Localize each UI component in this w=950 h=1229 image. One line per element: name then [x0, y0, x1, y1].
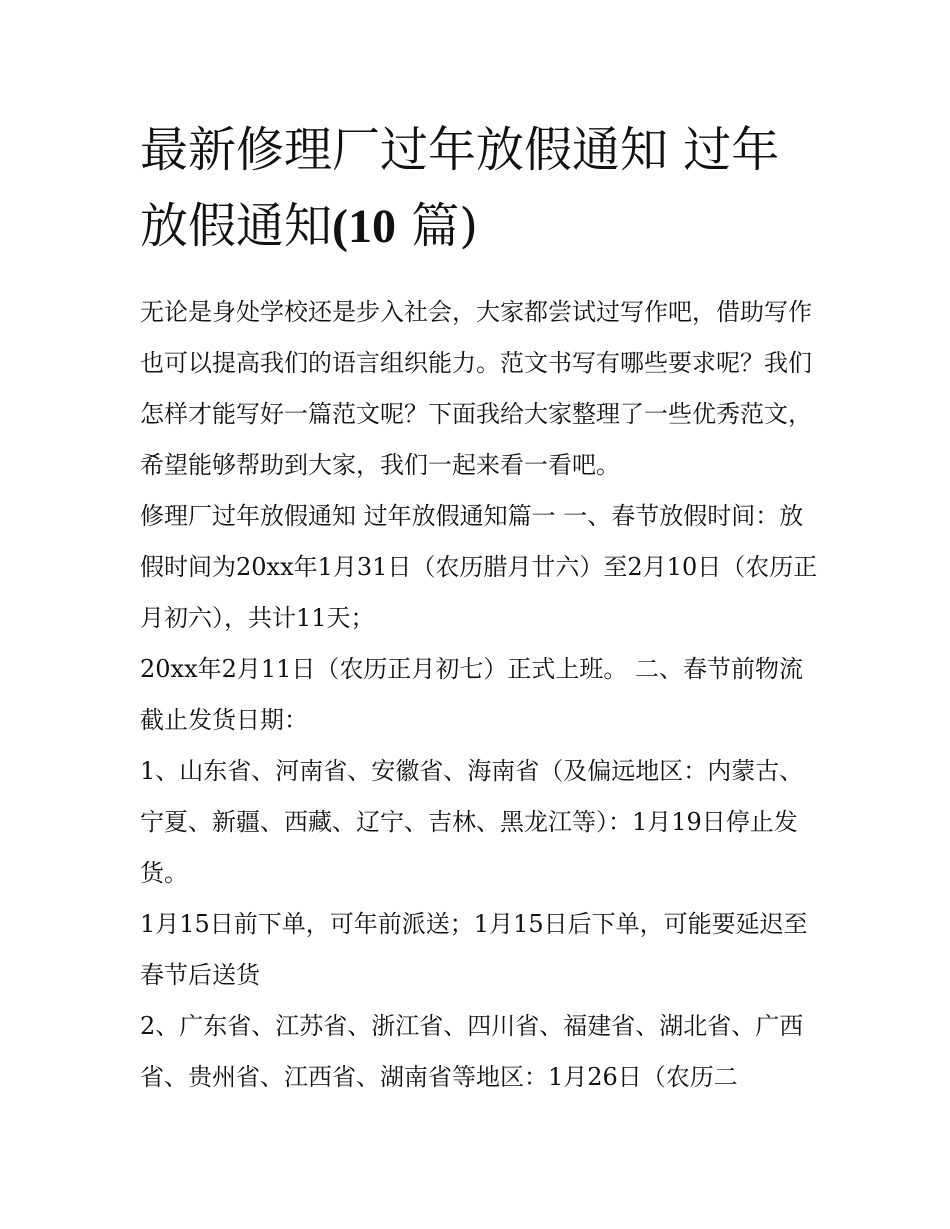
title-suffix: 篇): [396, 198, 478, 254]
paragraph-order-deadline: 1月15日前下单，可年前派送；1月15日后下单，可能要延迟至春节后送货: [140, 910, 808, 989]
title-text: 最新修理厂过年放假通知 过年放假通知: [140, 122, 780, 254]
paragraph-region-2: 2、广东省、江苏省、浙江省、四川省、福建省、湖北省、广西省、贵州省、江西省、湖南省等地区：1月26日（农历二: [140, 1012, 804, 1091]
title-count: (10: [332, 200, 396, 253]
document-content: [140, 112, 820, 1103]
paragraph-intro: 无论是身处学校还是步入社会，大家都尝试过写作吧，借助写作也可以提高我们的语言组织能力。范文书写有哪些要求呢？我们怎样才能写好一篇范文呢？下面我给大家整理了一些优秀范文，希望能够帮助到大家，我们一起来看一看吧。: [140, 298, 812, 479]
paragraph-region-1: 1、山东省、河南省、安徽省、海南省（及偏远地区：内蒙古、宁夏、新疆、西藏、辽宁、吉林、黑龙江等）：1月19日停止发货。: [140, 757, 804, 887]
paragraph-return-work: 20xx年2月11日（农历正月初七）正式上班。 二、春节前物流截止发货日期：: [140, 655, 804, 734]
paragraph-holiday-time: 修理厂过年放假通知 过年放假通知篇一 一、春节放假时间：放假时间为20xx年1月31日（农历腊月廿六）至2月10日（农历正月初六），共计11天；: [140, 502, 818, 632]
document-body: [140, 287, 820, 1103]
document-title: [140, 112, 820, 265]
